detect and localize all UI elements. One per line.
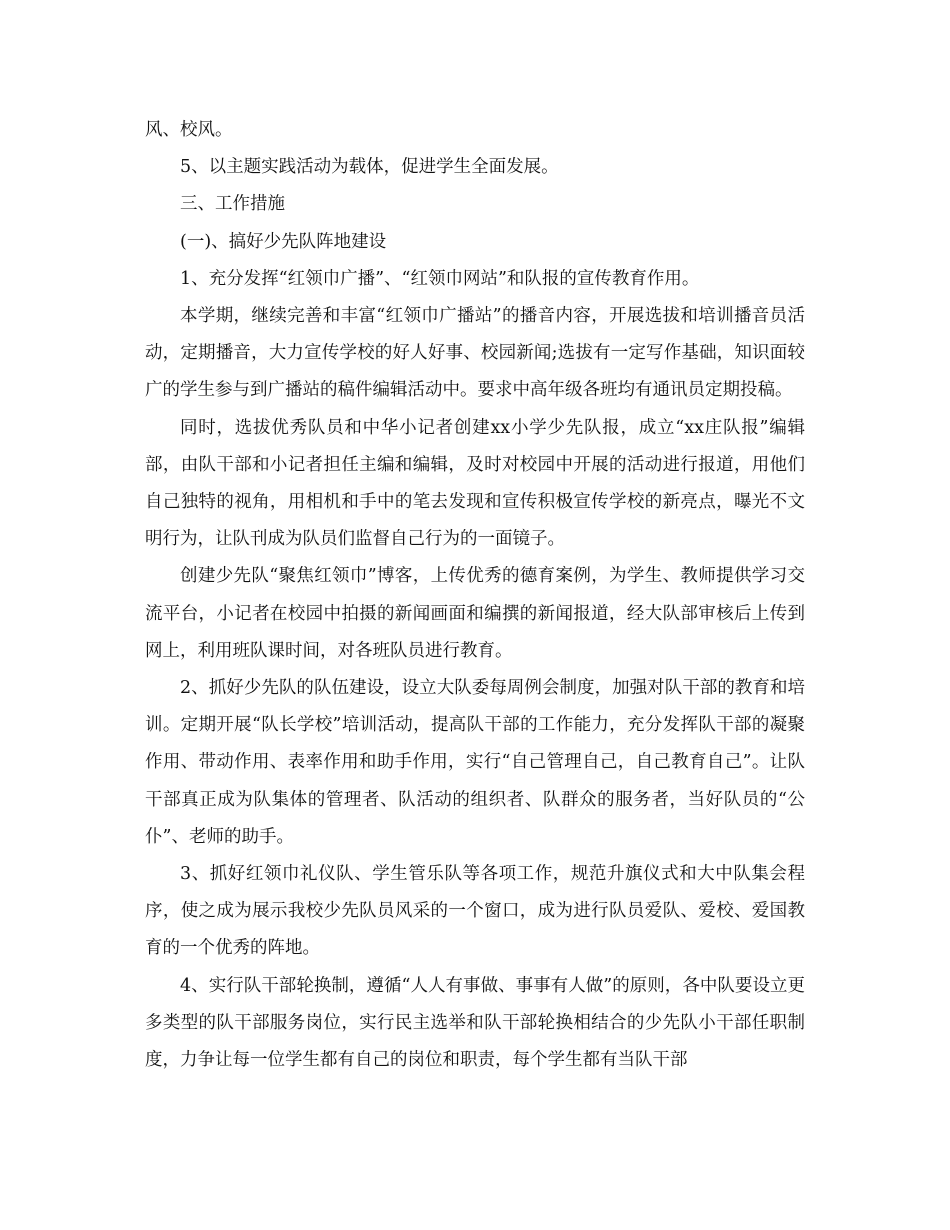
paragraph: 创建少先队“聚焦红领巾”博客，上传优秀的德育案例，为学生、教师提供学习交流平台，小记者在校园中拍摄的新闻画面和编撰的新闻报道，经大队部审核后上传到网上，利用班队课时间，对各班队员进行教育。	[145, 566, 805, 661]
paragraph: 1、充分发挥“红领巾广播”、“红领巾网站”和队报的宣传教育作用。	[180, 268, 700, 289]
paragraph: 3、抓好红领巾礼仪队、学生管乐队等各项工作，规范升旗仪式和大中队集会程序，使之成为展示我校少先队员风采的一个窗口，成为进行队员爱队、爱校、爱国教育的一个优秀的阵地。	[145, 864, 805, 959]
section-heading: 三、工作措施	[180, 194, 285, 215]
paragraph: 4、实行队干部轮换制，遵循“人人有事做、事事有人做”的原则，各中队要设立更多类型的队干部服务岗位，实行民主选举和队干部轮换相结合的少先队小干部任职制度，力争让每一位学生都有自己的岗位和职责，每个学生都有当队干部	[145, 975, 805, 1071]
paragraph: 风、校风。	[145, 120, 233, 140]
subsection-heading: (一)、搞好少先队阵地建设	[180, 231, 387, 252]
paragraph: 本学期，继续完善和丰富“红领巾广播站”的播音内容，开展选拔和培训播音员活动，定期播音，大力宣传学校的好人好事、校园新闻;选拔有一定写作基础，知识面较广的学生参与到广播站的稿件编辑活动中。要求中高年级各班均有通讯员定期投稿。	[145, 306, 805, 401]
paragraph: 同时，选拔优秀队员和中华小记者创建xx小学少先队报，成立“xx庄队报”编辑部，由队干部和小记者担任主编和编辑，及时对校园中开展的活动进行报道，用他们自己独特的视角，用相机和手中的笔去发现和宣传积极宣传学校的新亮点，曝光不文明行为，让队刊成为队员们监督自己行为的一面镜子。	[145, 417, 805, 550]
document-body	[145, 112, 805, 1079]
paragraph: 5、以主题实践活动为载体，促进学生全面发展。	[180, 157, 559, 178]
paragraph: 2、抓好少先队的队伍建设，设立大队委每周例会制度，加强对队干部的教育和培训。定期开展“队长学校”培训活动，提高队干部的工作能力，充分发挥队干部的凝聚作用、带动作用、表率作用和助手作用，实行“自己管理自己，自己教育自己”。让队干部真正成为队集体的管理者、队活动的组织者、队群众的服务者，当好队员的“公仆”、老师的助手。	[145, 678, 805, 847]
